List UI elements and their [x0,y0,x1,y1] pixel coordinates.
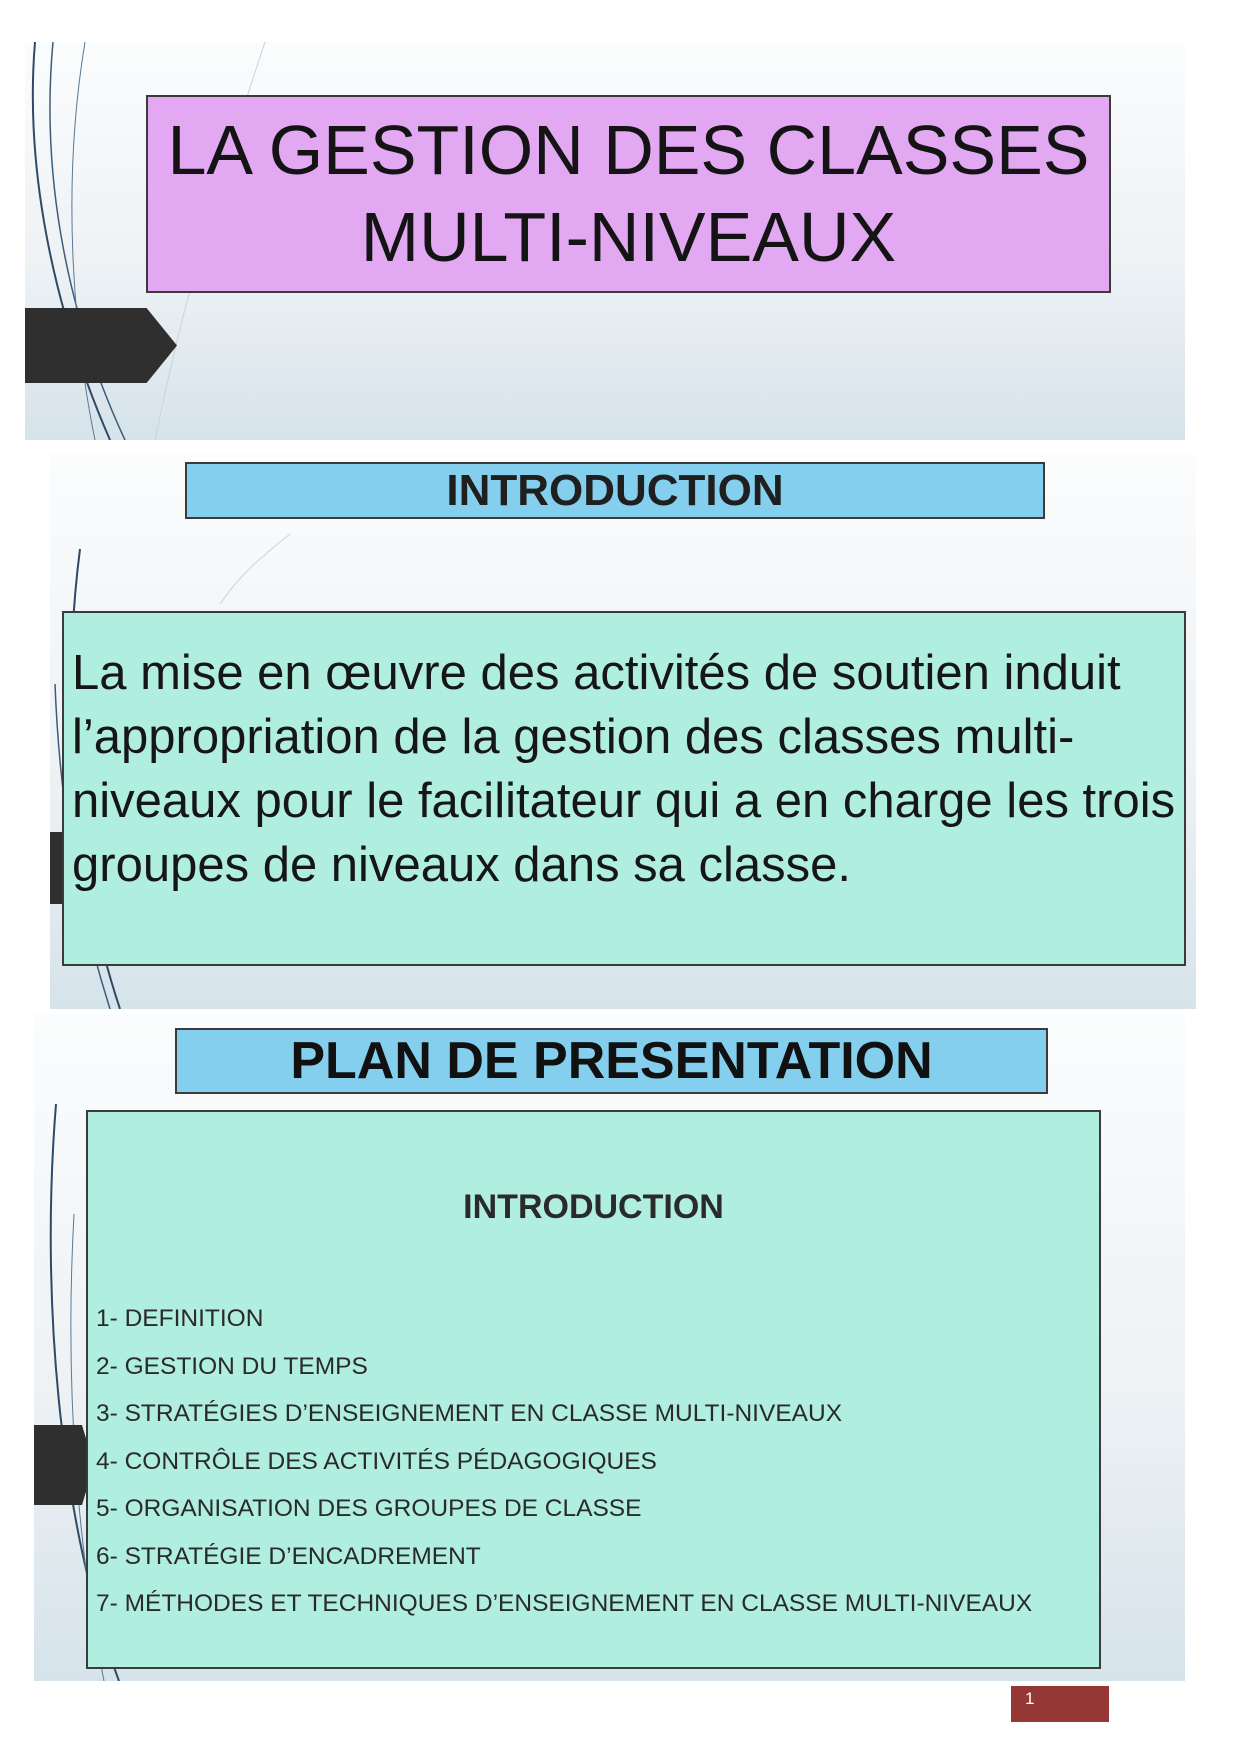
title-box [146,95,1111,293]
introduction-paragraph: La mise en œuvre des activités de soutien induit l’appropriation de la gestion des classes multi-niveaux pour le facilitateur qui a en charge les trois groupes de niveaux dans sa classe. [72,646,1176,892]
plan-item: 3- STRATÉGIES D’ENSEIGNEMENT EN CLASSE MULTI-NIVEAUX [96,1400,843,1427]
page-number-badge: 1 [1011,1686,1109,1722]
plan-item: 4- CONTRÔLE DES ACTIVITÉS PÉDAGOGIQUES [96,1447,657,1475]
plan-item: 6- STRATÉGIE D’ENCADREMENT [96,1542,481,1570]
plan-item: 1- DEFINITION [96,1305,264,1332]
introduction-heading: INTRODUCTION [185,462,1045,519]
plan-item: 7- MÉTHODES ET TECHNIQUES D’ENSEIGNEMENT EN CLASSE MULTI-NIVEAUX [96,1590,1033,1617]
slide-introduction [50,454,1196,1009]
arrow-tab-decoration [25,308,177,383]
plan-list [96,1295,1032,1628]
slide-title [25,42,1185,440]
introduction-content-box [62,611,1186,966]
plan-subheading: INTRODUCTION [463,1188,724,1226]
presentation-title: LA GESTION DES CLASSES MULTI-NIVEAUX [167,111,1090,276]
slide-plan [34,1014,1185,1681]
plan-item: 2- GESTION DU TEMPS [96,1352,368,1380]
plan-heading: PLAN DE PRESENTATION [175,1028,1048,1094]
plan-content-box [86,1110,1101,1669]
arrow-tab-decoration [34,1425,94,1505]
plan-item: 5- ORGANISATION DES GROUPES DE CLASSE [96,1495,642,1522]
